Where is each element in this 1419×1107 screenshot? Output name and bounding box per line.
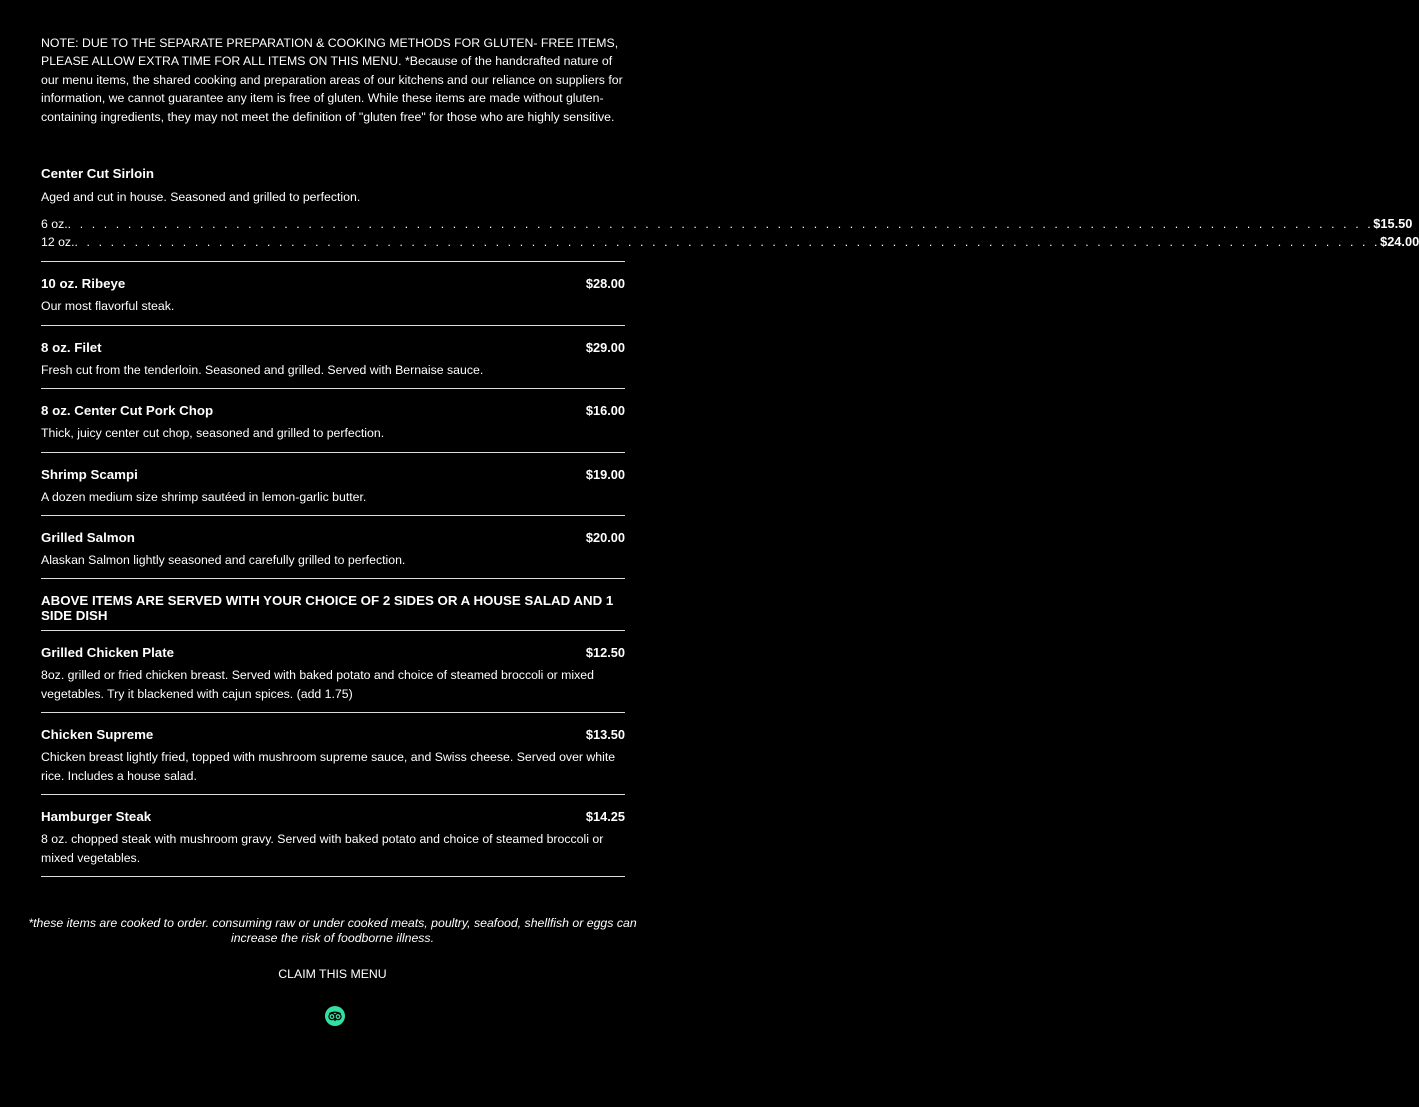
menu-item [41, 516, 625, 578]
item-description: Our most flavorful steak. [41, 299, 175, 314]
claim-menu-link[interactable]: CLAIM THIS MENU [278, 967, 387, 981]
item-name: Shrimp Scampi [41, 466, 138, 482]
tripadvisor-owl-icon[interactable] [325, 1006, 345, 1026]
menu-item [41, 453, 625, 515]
item-name: 8 oz. Filet [41, 339, 102, 355]
size-option-row [41, 233, 1419, 251]
item-name: Center Cut Sirloin [41, 166, 155, 182]
item-price: $20.00 [585, 530, 625, 546]
size-option-row [41, 215, 1413, 233]
menu-item [41, 326, 625, 388]
item-name: Grilled Chicken Plate [41, 645, 175, 661]
size-options [41, 215, 1419, 251]
item-name: Hamburger Steak [41, 809, 152, 825]
menu-item [41, 713, 625, 794]
item-description: Alaskan Salmon lightly seasoned and carefully grilled to perfection. [41, 553, 406, 568]
dot-leader: . . . . . . . . . . . . . . . . . . . . . . . . . . . . . . . . . . . . . . . . . . . . . . . . . . . . . . . . . . . . . . . . . . . . . . . . . . . . . . . . . . . . . . . . . . . . . . . . . . . . . . . . . . . . . [67, 217, 1374, 232]
sides-heading: ABOVE ITEMS ARE SERVED WITH YOUR CHOICE OF 2 SIDES OR A HOUSE SALAD AND 1 SIDE DISH [41, 593, 614, 624]
food-safety-disclaimer: *these items are cooked to order. consuming raw or under cooked meats, poultry, seafood, shellfish or eggs can increase the risk of foodborne illness. [28, 916, 637, 945]
dot-leader: . . . . . . . . . . . . . . . . . . . . . . . . . . . . . . . . . . . . . . . . . . . . . . . . . . . . . . . . . . . . . . . . . . . . . . . . . . . . . . . . . . . . . . . . . . . . . . . . . . . . . . . . . . . . . [74, 235, 1381, 250]
owl-glyph [325, 1006, 345, 1026]
item-name: 8 oz. Center Cut Pork Chop [41, 403, 214, 419]
item-name: 10 oz. Ribeye [41, 276, 126, 292]
item-price: $13.50 [585, 727, 625, 743]
menu-item [41, 631, 625, 712]
size-price: $24.00 [1380, 234, 1419, 250]
item-price: $12.50 [585, 645, 625, 661]
divider [41, 876, 625, 877]
item-description: Aged and cut in house. Seasoned and grilled to perfection. [41, 190, 361, 205]
item-description: A dozen medium size shrimp sautéed in lemon-garlic butter. [41, 489, 367, 504]
menu-container [41, 34, 1419, 877]
size-label: 12 oz. [41, 235, 75, 250]
item-price: $16.00 [585, 403, 625, 419]
item-description: Thick, juicy center cut chop, seasoned and grilled to perfection. [41, 426, 385, 441]
size-label: 6 oz. [41, 217, 68, 232]
item-price: $28.00 [585, 276, 625, 292]
item-description: Chicken breast lightly fried, topped with mushroom supreme sauce, and Swiss cheese. Served over white rice. Includes a house salad. [41, 750, 616, 783]
item-price: $19.00 [585, 466, 625, 482]
item-price: $14.25 [585, 809, 625, 825]
menu-item [41, 262, 625, 324]
item-name: Grilled Salmon [41, 530, 135, 546]
menu-item [41, 795, 625, 876]
item-description: 8 oz. chopped steak with mushroom gravy. Served with baked potato and choice of steamed broccoli or mixed vegetables. [41, 832, 604, 865]
size-price: $15.50 [1373, 216, 1413, 232]
menu-item [41, 389, 625, 451]
menu-item-sirloin [41, 166, 1419, 251]
item-description: 8oz. grilled or fried chicken breast. Served with baked potato and choice of steamed broccoli or mixed vegetables. Try it blackened with cajun spices. (add 1.75) [41, 668, 594, 701]
item-price: $29.00 [585, 339, 625, 355]
item-description: Fresh cut from the tenderloin. Seasoned and grilled. Served with Bernaise sauce. [41, 362, 484, 377]
gluten-notice: NOTE: DUE TO THE SEPARATE PREPARATION & COOKING METHODS FOR GLUTEN- FREE ITEMS, PLEASE ALLOW EXTRA TIME FOR ALL ITEMS ON THIS MENU. *Because of the handcrafted nature of our menu items, the shared cooking and preparation areas of our kitchens and our reliance on suppliers for information, we cannot guarantee any item is free of gluten. While these items are made without gluten-containing ingredients, they may not meet the definition of "gluten free" for those who are highly sensitive. [41, 36, 623, 124]
item-name: Chicken Supreme [41, 727, 154, 743]
